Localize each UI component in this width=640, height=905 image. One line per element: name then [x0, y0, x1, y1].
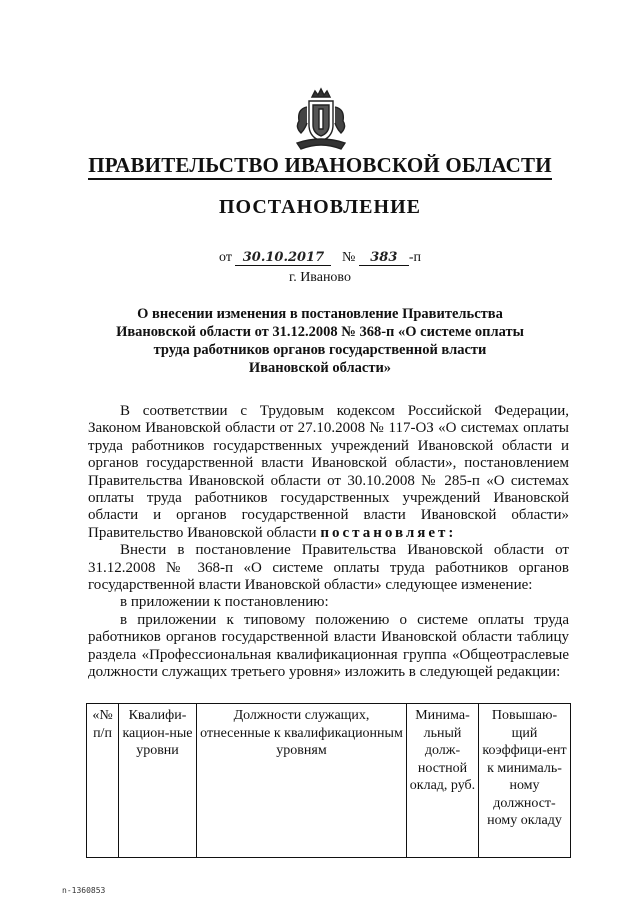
number-suffix: -п — [408, 250, 421, 265]
body-text — [88, 403, 569, 682]
subject-heading — [90, 305, 550, 377]
date-number-line — [0, 250, 640, 266]
column-header-positions: Должности служащих, отнесенные к квалификационным уровням — [197, 704, 407, 858]
column-header-levels: Квалифи-кацион-ные уровни — [119, 704, 197, 858]
resolution-word: постановляет: — [320, 524, 457, 541]
paragraph-text: В соответствии с Трудовым кодексом Российской Федерации, Законом Ивановской области от 27.10.2008 № 117-ОЗ «О системах оплаты труда работников государственных учреждений Ивановской области и органов государственной власти Ивановской области», постановлением Правительства Ивановской области от 30.10.2008 № 285-п «О системах оплаты труда работников государственных учреждений Ивановской области и органов государственной власти Ивановской области» Правительство Ивановской области — [88, 403, 569, 541]
column-header-number: «№ п/п — [87, 704, 119, 858]
subject-line: Ивановской области» — [248, 360, 392, 376]
paragraph: Внести в постановление Правительства Ивановской области от 31.12.2008 № 368-п «О системе оплаты труда работников органов государственной власти Ивановской области» следующее изменение: — [88, 542, 569, 594]
footer-code: n-1360853 — [62, 886, 106, 895]
paragraph: в приложении к типовому положению о системе оплаты труда работников органов государственной власти Ивановской области таблицу раздела «Профессиональная квалификационная группа «Общеотраслевые должности служащих третьего уровня» изложить в следующей редакции: — [88, 611, 569, 681]
subject-line: Ивановской области от 31.12.2008 № 368-п «О системе оплаты — [116, 324, 524, 340]
government-title: ПРАВИТЕЛЬСТВО ИВАНОВСКОЙ ОБЛАСТИ — [0, 153, 640, 178]
handwritten-number: 383 — [359, 251, 409, 266]
column-header-salary: Минима-льный долж-ностной оклад, руб. — [407, 704, 479, 858]
document-type: ПОСТАНОВЛЕНИЕ — [219, 196, 421, 218]
column-header-coefficient: Повышаю-щий коэффици-ент к минималь-ному должност-ному окладу — [479, 704, 571, 858]
date-prefix: от — [219, 250, 232, 265]
city-name: г. Иваново — [289, 270, 351, 285]
paragraph — [88, 403, 569, 542]
subject-line: труда работников органов государственной власти — [153, 342, 487, 358]
coat-of-arms-icon — [291, 87, 351, 151]
qualification-table — [86, 703, 571, 858]
handwritten-date: 30.10.2017 — [235, 251, 331, 266]
subject-line: О внесении изменения в постановление Правительства — [137, 306, 503, 322]
number-prefix: № — [341, 250, 356, 265]
table-header-row — [87, 704, 571, 858]
paragraph: в приложении к постановлению: — [120, 594, 329, 611]
